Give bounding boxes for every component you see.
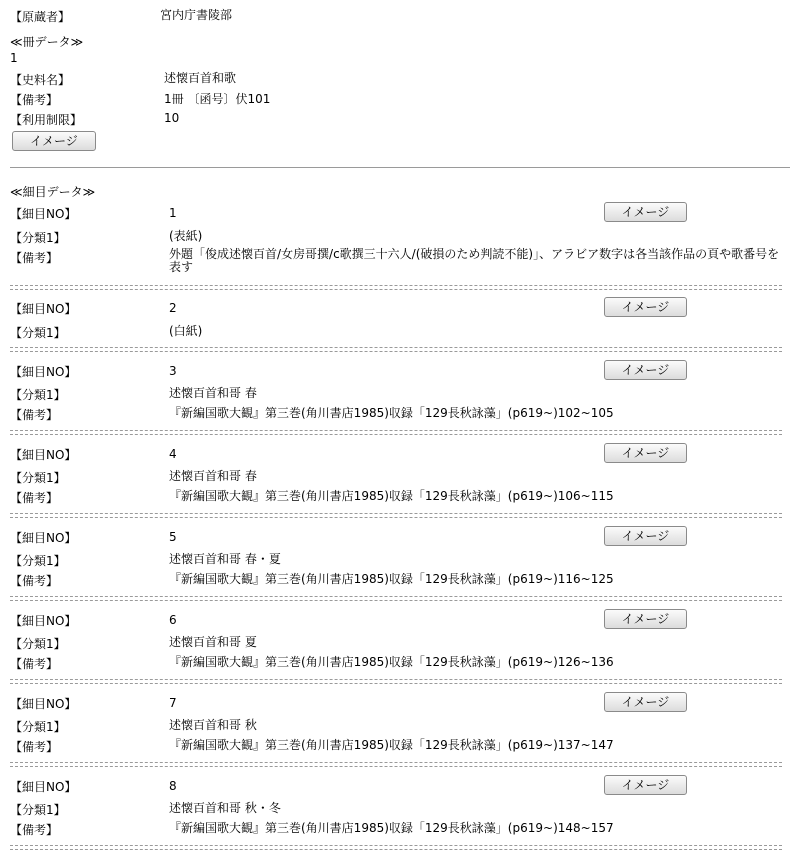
detail-image-button-5[interactable]: イメージ <box>604 526 687 546</box>
detail-note-label: 【備考】 <box>10 408 59 422</box>
detail-image-button-7[interactable]: イメージ <box>604 692 687 712</box>
title-value: 述懐百首和歌 <box>164 71 237 85</box>
category-label: 【分類1】 <box>10 231 66 245</box>
category-value: 述懐百首和哥 春 <box>169 386 257 400</box>
category-label: 【分類1】 <box>10 471 66 485</box>
detail-data-header: ≪細目データ≫ <box>10 185 96 199</box>
category-value: (白紙) <box>169 324 203 338</box>
volume-image-button[interactable]: イメージ <box>12 131 96 151</box>
volume-data-header: ≪冊データ≫ <box>10 35 84 49</box>
holder-label: 【原蔵者】 <box>10 10 71 24</box>
detail-note-value: 外題「俊成述懐百首/女房哥撰/c歌撰三十六人/(破損のため判読不能)」、アラビア数字は各当該作品の頁や歌番号を表す <box>169 247 780 274</box>
record-divider <box>10 430 782 435</box>
detail-image-button-6[interactable]: イメージ <box>604 609 687 629</box>
detail-image-button-1[interactable]: イメージ <box>604 202 687 222</box>
category-value: 述懐百首和哥 春・夏 <box>169 552 281 566</box>
detail-no-label: 【細目NO】 <box>10 448 77 462</box>
note-value: 1冊 〔函号〕伏101 <box>164 92 271 106</box>
detail-note-label: 【備考】 <box>10 491 59 505</box>
detail-no-value: 7 <box>169 696 177 710</box>
section-divider <box>10 167 790 168</box>
record-divider <box>10 285 782 290</box>
detail-note-value: 『新編国歌大観』第三巻(角川書店1985)収録「129長秋詠藻」(p619~)148~157 <box>169 821 614 835</box>
category-label: 【分類1】 <box>10 720 66 734</box>
category-label: 【分類1】 <box>10 554 66 568</box>
detail-note-label: 【備考】 <box>10 574 59 588</box>
restriction-label: 【利用制限】 <box>10 113 83 127</box>
category-label: 【分類1】 <box>10 388 66 402</box>
detail-no-value: 1 <box>169 206 177 220</box>
detail-no-label: 【細目NO】 <box>10 365 77 379</box>
record-divider <box>10 513 782 518</box>
record-divider <box>10 845 782 850</box>
volume-number: 1 <box>10 51 18 65</box>
detail-no-value: 2 <box>169 301 177 315</box>
detail-no-value: 6 <box>169 613 177 627</box>
record-divider <box>10 347 782 352</box>
category-value: 述懐百首和哥 春 <box>169 469 257 483</box>
detail-no-label: 【細目NO】 <box>10 531 77 545</box>
detail-note-value: 『新編国歌大観』第三巻(角川書店1985)収録「129長秋詠藻」(p619~)137~147 <box>169 738 614 752</box>
category-value: 述懐百首和哥 夏 <box>169 635 257 649</box>
record-divider <box>10 596 782 601</box>
detail-no-value: 3 <box>169 364 177 378</box>
detail-no-label: 【細目NO】 <box>10 614 77 628</box>
detail-no-label: 【細目NO】 <box>10 780 77 794</box>
record-divider <box>10 679 782 684</box>
detail-image-button-2[interactable]: イメージ <box>604 297 687 317</box>
detail-no-label: 【細目NO】 <box>10 207 77 221</box>
detail-no-value: 5 <box>169 530 177 544</box>
detail-note-value: 『新編国歌大観』第三巻(角川書店1985)収録「129長秋詠藻」(p619~)116~125 <box>169 572 614 586</box>
note-label: 【備考】 <box>10 93 59 107</box>
detail-no-value: 4 <box>169 447 177 461</box>
detail-image-button-3[interactable]: イメージ <box>604 360 687 380</box>
record-divider <box>10 762 782 767</box>
detail-note-value: 『新編国歌大観』第三巻(角川書店1985)収録「129長秋詠藻」(p619~)102~105 <box>169 406 614 420</box>
detail-note-label: 【備考】 <box>10 251 59 265</box>
detail-note-label: 【備考】 <box>10 740 59 754</box>
detail-note-label: 【備考】 <box>10 823 59 837</box>
detail-note-value: 『新編国歌大観』第三巻(角川書店1985)収録「129長秋詠藻」(p619~)106~115 <box>169 489 614 503</box>
category-value: 述懐百首和哥 秋・冬 <box>169 801 281 815</box>
category-label: 【分類1】 <box>10 326 66 340</box>
detail-note-value: 『新編国歌大観』第三巻(角川書店1985)収録「129長秋詠藻」(p619~)126~136 <box>169 655 614 669</box>
restriction-value: 10 <box>164 111 180 125</box>
detail-image-button-8[interactable]: イメージ <box>604 775 687 795</box>
category-value: (表紙) <box>169 229 203 243</box>
category-value: 述懐百首和哥 秋 <box>169 718 257 732</box>
holder-value: 宮内庁書陵部 <box>160 8 233 22</box>
category-label: 【分類1】 <box>10 637 66 651</box>
detail-image-button-4[interactable]: イメージ <box>604 443 687 463</box>
detail-no-label: 【細目NO】 <box>10 302 77 316</box>
detail-no-value: 8 <box>169 779 177 793</box>
category-label: 【分類1】 <box>10 803 66 817</box>
detail-note-label: 【備考】 <box>10 657 59 671</box>
detail-no-label: 【細目NO】 <box>10 697 77 711</box>
title-label: 【史料名】 <box>10 73 71 87</box>
